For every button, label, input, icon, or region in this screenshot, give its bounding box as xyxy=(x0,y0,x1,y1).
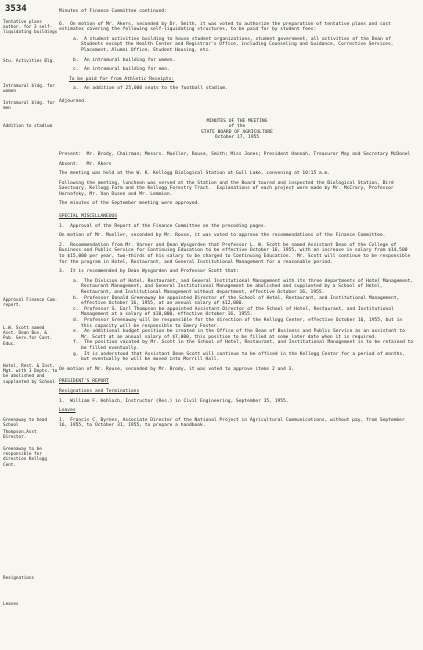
special-miscellaneous-heading: SPECIAL MISCELLANEOUS xyxy=(59,214,118,220)
athletic-receipts: To be paid for from Athletic Receipts: xyxy=(69,76,175,82)
item-3f: f. The position vacated by Mr. Scott in the School of Hotel, Restaurant, and Institutional Management is to be retained to be filled eventually. xyxy=(73,340,416,351)
margin-note: Approval Finance Com. report. xyxy=(3,298,58,309)
item-3: 3. It is recommended by Dean Wysgarden and Professor Scott that: xyxy=(59,269,239,275)
item-6b: b. An intramural building for women. xyxy=(73,57,176,63)
item-3e: e. An additional budget position be created in the Office of the Dean of Business and Public Service as an assistant to Mr. Scott at an annual salary of $7,000, this position to be filled at some later date when it is required. xyxy=(73,329,408,340)
margin-note: Addition to stadium xyxy=(3,124,53,129)
margin-note: Intramural bldg. for women xyxy=(3,84,55,95)
minutes-approved: The minutes of the September meeting were approved. xyxy=(59,201,201,207)
item-3a: a. The Division of Hotel, Restaurant, and General Institutional Management with its three departments of Hotel Management, Restaurant Management, and General Institutional Management be abolished and supplanted by a School of Hotel, Restaurant, and Institutional Management without department, effective October 16, 1955. xyxy=(73,278,416,295)
meeting-heading: MINUTES OF THE MEETING xyxy=(206,118,268,124)
absent: Absent: Mr. Akers xyxy=(59,161,112,167)
document-body xyxy=(59,9,415,429)
item-6a-stadium: a. An addition of 25,000 seats to the football stadium. xyxy=(73,86,228,92)
margin-note: Greenaway to be responsible for direction Kellogg Cent. xyxy=(3,447,47,468)
meeting-heading: of the xyxy=(228,124,246,130)
meeting-date: October 17, 1955 xyxy=(214,135,260,141)
margin-note: Hotel, Rest. & Inst. Mgt. with 3 Depts. to be abolished and supplanted by School xyxy=(3,364,58,385)
minutes-continued: Minutes of Finance Committee continued: xyxy=(59,9,167,14)
page-number: 3534 xyxy=(5,4,27,14)
leave-1: 1. Francis C. Byrnes, Associate Director of the National Project in Agricultural Communications, without pay, from September 16, 1955, to October 31, 1955, to prepare a handbook. xyxy=(59,417,408,429)
adjourned: Adjourned. xyxy=(59,98,87,104)
item-6a: a. A student activities building to house student organizations, student government, all activities of the Dean of Students except the Health Center and Registrar's Office, including Counseling and Guidance, Corrective Services, Placement, Alumni Office, Student Housing, etc. xyxy=(73,36,397,53)
leaves-heading: Leaves xyxy=(59,408,76,414)
margin-note: Leaves xyxy=(3,602,19,607)
item-3b: b. Professor Donald Greenaway be appointed Director of the School of Hotel, Restaurant, and Institutional Management, effective October 16, 1955, at an annual salary of $12,000. xyxy=(73,295,403,307)
motion-items: On motion of Mr. Rouse, seconded by Mr. Brody, it was voted to approve items 2 and 3. xyxy=(59,366,295,372)
margin-note: Thompson,Asst Director. xyxy=(3,430,37,441)
item-3g: g. It is understood that Assistant Dean Scott will continue to be officed in the Kellogg Center for a period of months, but eventually he will be moved into Morrill Hall. xyxy=(73,351,408,363)
margin-note: Resignations xyxy=(3,576,35,581)
item-3c: c. Professor S. Earl Thompson be appointed Assistant Director of the School of Hotel, Restaurant, and Institutional Management at a salary of $10,000, effective October 16, 1955. xyxy=(73,306,397,318)
item-6: 6. On motion of Mr. Akers, seconded by Dr. Smith, it was voted to authorize the preparation of tentative plans and cost estimates covering the following self-liquidating structures, to be paid for by student fees: xyxy=(59,21,394,33)
margin-note: Stu. Activities Blg. xyxy=(3,59,55,64)
motion-finance: On motion of Mr. Mueller, seconded by Mr. Rouse, it was voted to approve the recommendations of the Finance Committee. xyxy=(59,233,386,239)
margin-note: Tentative plans author. for 3 self-liquidating buildings xyxy=(3,20,58,36)
resignation-1: 1. William F. Hohloch, Instructor (Res.) in Civil Engineering, September 15, 1955. xyxy=(59,398,289,404)
present: Present: Mr. Brody, Chairman; Messrs. Mueller, Rouse, Smith; Miss Jones; President Hannah, Treasurer May and Secretary McDonel xyxy=(59,151,411,157)
item-1: 1. Approval of the Report of the Finance Committee on the preceding pages. xyxy=(59,223,267,229)
margin-note: L.W. Scott named Asst. Dean Bus. & Pub. Serv.for Cont. Educ. xyxy=(3,326,53,347)
luncheon: Following the meeting, luncheon was served at the Station and the Board toured and inspected the Biological Station, Bird Sanctuary, Kellogg Farm and the Kellogg Forestry Tract. Explanations of each project were made by Mr. McCrary, Professor Hornofsky, Mr. Van Dusen and Mr. Lemmien. xyxy=(59,180,397,197)
item-3d: d. Professor Greenaway will be responsible for the direction of the Kellogg Center, effective October 16, 1955, but in this capacity will be responsible to Emery Foster. xyxy=(73,317,405,329)
resignations-heading: Resignations and Terminations xyxy=(59,388,140,394)
margin-note: Greenaway to head School xyxy=(3,418,47,429)
margin-note: Intramural bldg. for men xyxy=(3,101,55,112)
presidents-report-heading: PRESIDENT'S REPORT xyxy=(59,379,109,385)
item-6c: c. An intramural building for men. xyxy=(73,67,170,73)
meeting-location: The meeting was held at the W. K. Kellogg Biological Station at Gull Lake, convening at 10:15 a.m. xyxy=(59,171,331,177)
meeting-heading: STATE BOARD OF AGRICULTURE xyxy=(201,129,273,135)
item-2: 2. Recommendation from Mr. Varner and Dean Wysgarden that Professor L. W. Scott be named Assistant Dean of the College of Business and Public Service for Continuing Education to be effective October 16, 1955, with an increase in salary from $14,500 to $15,000 per year, two-thirds of his salary to be charged to Continuing Education. Mr. Scott will continue to be responsible for the program in Hotel, Restaurant, and General Institutional Management for a reasonable period. xyxy=(59,242,414,265)
